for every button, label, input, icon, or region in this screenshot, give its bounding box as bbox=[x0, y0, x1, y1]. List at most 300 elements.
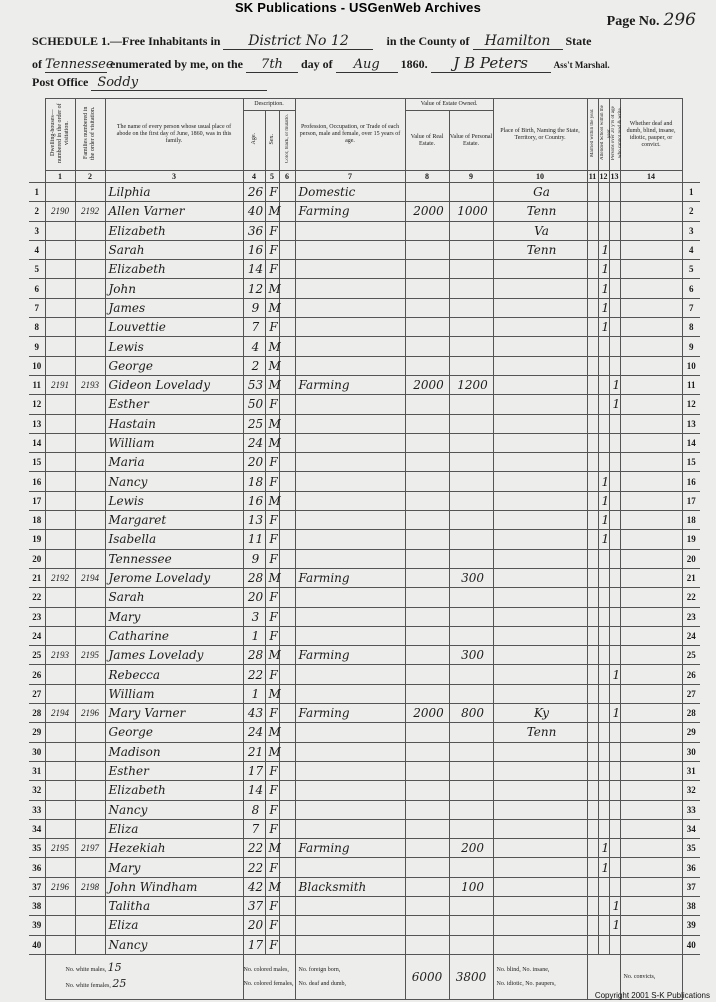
occupation-value bbox=[295, 298, 405, 317]
married-value bbox=[587, 221, 598, 240]
line-number-left: 23 bbox=[29, 607, 45, 626]
table-row bbox=[29, 530, 700, 549]
age-value: 24 bbox=[243, 723, 265, 742]
line-number-left: 4 bbox=[29, 240, 45, 259]
sex-value: F bbox=[265, 781, 279, 800]
infirmity-value bbox=[620, 491, 682, 510]
age-value: 28 bbox=[243, 568, 265, 587]
married-value bbox=[587, 568, 598, 587]
family-number bbox=[75, 260, 105, 279]
occupation-value bbox=[295, 221, 405, 240]
color-value bbox=[279, 839, 295, 858]
illiterate-value: 1 bbox=[609, 665, 620, 684]
table-row bbox=[29, 607, 700, 626]
table-row bbox=[29, 511, 700, 530]
occupation-value bbox=[295, 819, 405, 838]
sex-value: F bbox=[265, 896, 279, 915]
table-row bbox=[29, 568, 700, 587]
family-number bbox=[75, 298, 105, 317]
dwelling-number bbox=[45, 665, 75, 684]
age-value: 17 bbox=[243, 935, 265, 954]
infirmity-value bbox=[620, 877, 682, 896]
sex-value: M bbox=[265, 839, 279, 858]
description-header: Description. bbox=[243, 99, 295, 111]
line-number-left: 6 bbox=[29, 279, 45, 298]
col-school-header: Attended School within the year. bbox=[598, 99, 609, 171]
table-row bbox=[29, 356, 700, 375]
birthplace-value: Tenn bbox=[493, 202, 587, 221]
personal-estate-value bbox=[449, 433, 493, 452]
family-number: 2195 bbox=[75, 646, 105, 665]
personal-estate-value bbox=[449, 684, 493, 703]
personal-estate-value bbox=[449, 916, 493, 935]
line-number-left: 9 bbox=[29, 337, 45, 356]
sex-value: F bbox=[265, 704, 279, 723]
line-number-left: 34 bbox=[29, 819, 45, 838]
person-name: Jerome Lovelady bbox=[105, 568, 243, 587]
line-number-right: 3 bbox=[682, 221, 700, 240]
color-value bbox=[279, 626, 295, 645]
line-number-left: 29 bbox=[29, 723, 45, 742]
illiterate-value bbox=[609, 781, 620, 800]
family-number bbox=[75, 588, 105, 607]
age-value: 1 bbox=[243, 626, 265, 645]
dwelling-number: 2190 bbox=[45, 202, 75, 221]
family-number bbox=[75, 858, 105, 877]
sex-value: M bbox=[265, 491, 279, 510]
color-value bbox=[279, 453, 295, 472]
school-value bbox=[598, 935, 609, 954]
color-value bbox=[279, 221, 295, 240]
school-value: 1 bbox=[598, 318, 609, 337]
dwelling-number: 2193 bbox=[45, 646, 75, 665]
table-row bbox=[29, 684, 700, 703]
color-value bbox=[279, 665, 295, 684]
line-number-left: 37 bbox=[29, 877, 45, 896]
personal-estate-value bbox=[449, 896, 493, 915]
infirmity-value bbox=[620, 298, 682, 317]
school-value bbox=[598, 202, 609, 221]
sex-value: F bbox=[265, 858, 279, 877]
illiterate-value bbox=[609, 279, 620, 298]
birthplace-value bbox=[493, 414, 587, 433]
illiterate-value bbox=[609, 684, 620, 703]
birthplace-value bbox=[493, 356, 587, 375]
married-value bbox=[587, 491, 598, 510]
married-value bbox=[587, 761, 598, 780]
personal-estate-value: 100 bbox=[449, 877, 493, 896]
dwelling-number bbox=[45, 626, 75, 645]
family-number bbox=[75, 337, 105, 356]
illiterate-value bbox=[609, 414, 620, 433]
line-number-right: 28 bbox=[682, 704, 700, 723]
table-row bbox=[29, 916, 700, 935]
school-value bbox=[598, 665, 609, 684]
line-number-right: 40 bbox=[682, 935, 700, 954]
birthplace-value bbox=[493, 318, 587, 337]
real-estate-value bbox=[405, 839, 449, 858]
school-value bbox=[598, 588, 609, 607]
infirmity-value bbox=[620, 375, 682, 394]
post-office-value: Soddy bbox=[91, 75, 267, 91]
dwelling-number bbox=[45, 221, 75, 240]
married-value bbox=[587, 896, 598, 915]
person-name: Lewis bbox=[105, 491, 243, 510]
age-value: 20 bbox=[243, 588, 265, 607]
dwelling-number bbox=[45, 183, 75, 202]
person-name: Nancy bbox=[105, 935, 243, 954]
line-number-right: 12 bbox=[682, 395, 700, 414]
person-name: Tennessee bbox=[105, 549, 243, 568]
illiterate-value bbox=[609, 453, 620, 472]
line-number-right: 21 bbox=[682, 568, 700, 587]
table-row bbox=[29, 588, 700, 607]
real-estate-value bbox=[405, 433, 449, 452]
sex-value: M bbox=[265, 723, 279, 742]
family-number bbox=[75, 395, 105, 414]
birthplace-value bbox=[493, 626, 587, 645]
line-number-right: 29 bbox=[682, 723, 700, 742]
line-number-right: 4 bbox=[682, 240, 700, 259]
color-value bbox=[279, 723, 295, 742]
married-value bbox=[587, 800, 598, 819]
infirmity-value bbox=[620, 588, 682, 607]
line-number-left: 20 bbox=[29, 549, 45, 568]
personal-estate-value bbox=[449, 511, 493, 530]
person-name: William bbox=[105, 684, 243, 703]
color-value bbox=[279, 356, 295, 375]
line-number-left: 11 bbox=[29, 375, 45, 394]
school-value bbox=[598, 896, 609, 915]
school-value: 1 bbox=[598, 839, 609, 858]
real-estate-value bbox=[405, 877, 449, 896]
color-value bbox=[279, 318, 295, 337]
married-value bbox=[587, 935, 598, 954]
line-number-right: 36 bbox=[682, 858, 700, 877]
real-estate-value bbox=[405, 453, 449, 472]
line-number-right: 18 bbox=[682, 511, 700, 530]
color-value bbox=[279, 800, 295, 819]
column-numbers: 1 2 3 4 5 6 7 8 9 10 11 12 13 14 bbox=[29, 171, 700, 183]
person-name: Elizabeth bbox=[105, 781, 243, 800]
age-value: 40 bbox=[243, 202, 265, 221]
infirmity-value bbox=[620, 935, 682, 954]
person-name: Madison bbox=[105, 742, 243, 761]
occupation-value bbox=[295, 761, 405, 780]
family-number: 2197 bbox=[75, 839, 105, 858]
school-value: 1 bbox=[598, 240, 609, 259]
color-value bbox=[279, 260, 295, 279]
person-name: James bbox=[105, 298, 243, 317]
personal-estate-value bbox=[449, 588, 493, 607]
age-value: 28 bbox=[243, 646, 265, 665]
age-value: 18 bbox=[243, 472, 265, 491]
real-estate-value: 2000 bbox=[405, 375, 449, 394]
infirmity-value bbox=[620, 279, 682, 298]
infirmity-value bbox=[620, 704, 682, 723]
personal-estate-value bbox=[449, 665, 493, 684]
married-value bbox=[587, 877, 598, 896]
summary-footer: No. white males, 15 No. white females, 25 No. colored males, No. colored females, No. foreign born, No. deaf and dumb, 6000 3800 No. blind, No. insane, No. idiotic, No. paupers, No. convicts, bbox=[29, 954, 700, 999]
birthplace-value: Va bbox=[493, 221, 587, 240]
line-number-right: 13 bbox=[682, 414, 700, 433]
married-value bbox=[587, 646, 598, 665]
dwelling-number bbox=[45, 607, 75, 626]
person-name: Eliza bbox=[105, 819, 243, 838]
dwelling-number bbox=[45, 684, 75, 703]
family-number bbox=[75, 607, 105, 626]
table-row bbox=[29, 414, 700, 433]
dwelling-number bbox=[45, 549, 75, 568]
sex-value: F bbox=[265, 530, 279, 549]
age-value: 37 bbox=[243, 896, 265, 915]
occupation-value bbox=[295, 723, 405, 742]
family-number bbox=[75, 453, 105, 472]
infirmity-value bbox=[620, 318, 682, 337]
personal-estate-value bbox=[449, 318, 493, 337]
age-value: 7 bbox=[243, 819, 265, 838]
person-name: James Lovelady bbox=[105, 646, 243, 665]
age-value: 14 bbox=[243, 781, 265, 800]
occupation-value: Blacksmith bbox=[295, 877, 405, 896]
color-value bbox=[279, 858, 295, 877]
real-estate-value bbox=[405, 549, 449, 568]
occupation-value bbox=[295, 240, 405, 259]
person-name: Sarah bbox=[105, 240, 243, 259]
illiterate-value bbox=[609, 607, 620, 626]
real-estate-value bbox=[405, 800, 449, 819]
line-number-right: 33 bbox=[682, 800, 700, 819]
sex-value: F bbox=[265, 761, 279, 780]
color-value bbox=[279, 684, 295, 703]
occupation-value bbox=[295, 916, 405, 935]
line-number-right: 22 bbox=[682, 588, 700, 607]
line-number-right: 32 bbox=[682, 781, 700, 800]
sex-value: F bbox=[265, 800, 279, 819]
age-value: 16 bbox=[243, 491, 265, 510]
line-number-left: 28 bbox=[29, 704, 45, 723]
infirmity-value bbox=[620, 511, 682, 530]
birthplace-value bbox=[493, 607, 587, 626]
dwelling-number bbox=[45, 742, 75, 761]
line-number-right: 11 bbox=[682, 375, 700, 394]
school-value: 1 bbox=[598, 472, 609, 491]
occupation-value bbox=[295, 588, 405, 607]
table-row bbox=[29, 298, 700, 317]
person-name: Allen Varner bbox=[105, 202, 243, 221]
birthplace-value: Tenn bbox=[493, 240, 587, 259]
real-estate-value bbox=[405, 742, 449, 761]
school-value bbox=[598, 761, 609, 780]
real-estate-value bbox=[405, 491, 449, 510]
person-name: Maria bbox=[105, 453, 243, 472]
birthplace-value: Tenn bbox=[493, 723, 587, 742]
enumeration-line: of Tennessee enumerated by me, on the 7th day of Aug 1860. J B Peters Ass't Marshal. bbox=[32, 54, 610, 72]
color-value bbox=[279, 337, 295, 356]
sex-value: F bbox=[265, 588, 279, 607]
sex-value: M bbox=[265, 337, 279, 356]
married-value bbox=[587, 414, 598, 433]
school-value: 1 bbox=[598, 858, 609, 877]
personal-estate-value bbox=[449, 723, 493, 742]
age-value: 26 bbox=[243, 183, 265, 202]
line-number-right: 14 bbox=[682, 433, 700, 452]
real-estate-value bbox=[405, 298, 449, 317]
birthplace-value bbox=[493, 761, 587, 780]
illiterate-value: 1 bbox=[609, 916, 620, 935]
infirmity-value bbox=[620, 472, 682, 491]
person-name: Talitha bbox=[105, 896, 243, 915]
color-value bbox=[279, 916, 295, 935]
family-number: 2192 bbox=[75, 202, 105, 221]
dwelling-number bbox=[45, 723, 75, 742]
birthplace-value bbox=[493, 684, 587, 703]
sex-value: M bbox=[265, 742, 279, 761]
personal-estate-value bbox=[449, 858, 493, 877]
married-value bbox=[587, 511, 598, 530]
real-estate-value bbox=[405, 221, 449, 240]
sex-value: M bbox=[265, 877, 279, 896]
personal-estate-value: 1000 bbox=[449, 202, 493, 221]
illiterate-value bbox=[609, 472, 620, 491]
table-row bbox=[29, 896, 700, 915]
birthplace-value bbox=[493, 839, 587, 858]
illiterate-value bbox=[609, 877, 620, 896]
occupation-value: Farming bbox=[295, 646, 405, 665]
illiterate-value: 1 bbox=[609, 375, 620, 394]
real-estate-value bbox=[405, 646, 449, 665]
occupation-value: Farming bbox=[295, 839, 405, 858]
age-value: 25 bbox=[243, 414, 265, 433]
illiterate-value bbox=[609, 588, 620, 607]
infirmity-value bbox=[620, 684, 682, 703]
age-value: 36 bbox=[243, 221, 265, 240]
dwelling-number bbox=[45, 800, 75, 819]
personal-estate-value: 300 bbox=[449, 646, 493, 665]
occupation-value bbox=[295, 279, 405, 298]
line-number-right: 34 bbox=[682, 819, 700, 838]
line-number-left: 5 bbox=[29, 260, 45, 279]
line-number-left: 3 bbox=[29, 221, 45, 240]
personal-estate-value bbox=[449, 626, 493, 645]
sex-value: F bbox=[265, 665, 279, 684]
married-value bbox=[587, 240, 598, 259]
line-number-left: 38 bbox=[29, 896, 45, 915]
sex-value: F bbox=[265, 221, 279, 240]
married-value bbox=[587, 298, 598, 317]
sex-value: F bbox=[265, 260, 279, 279]
family-number bbox=[75, 935, 105, 954]
table-row bbox=[29, 742, 700, 761]
copyright-notice: Copyright 2001 S-K Publications bbox=[594, 991, 710, 1000]
color-value bbox=[279, 530, 295, 549]
school-value bbox=[598, 781, 609, 800]
person-name: Esther bbox=[105, 761, 243, 780]
illiterate-value bbox=[609, 337, 620, 356]
family-number bbox=[75, 761, 105, 780]
infirmity-value bbox=[620, 665, 682, 684]
person-name: Elizabeth bbox=[105, 260, 243, 279]
real-estate-value bbox=[405, 279, 449, 298]
line-number-right: 39 bbox=[682, 916, 700, 935]
table-row bbox=[29, 260, 700, 279]
school-value bbox=[598, 453, 609, 472]
personal-estate-value bbox=[449, 472, 493, 491]
personal-estate-value bbox=[449, 337, 493, 356]
age-value: 21 bbox=[243, 742, 265, 761]
personal-estate-value bbox=[449, 781, 493, 800]
illiterate-value bbox=[609, 318, 620, 337]
table-row bbox=[29, 279, 700, 298]
line-number-left: 18 bbox=[29, 511, 45, 530]
family-number bbox=[75, 433, 105, 452]
dwelling-number bbox=[45, 260, 75, 279]
table-row bbox=[29, 877, 700, 896]
real-estate-value bbox=[405, 414, 449, 433]
line-number-left: 22 bbox=[29, 588, 45, 607]
married-value bbox=[587, 742, 598, 761]
col-name-header: The name of every person whose usual place of abode on the first day of June, 1860, was in this family. bbox=[105, 99, 243, 171]
birthplace-value bbox=[493, 588, 587, 607]
age-value: 22 bbox=[243, 858, 265, 877]
sex-value: F bbox=[265, 183, 279, 202]
family-number bbox=[75, 800, 105, 819]
color-value bbox=[279, 568, 295, 587]
color-value bbox=[279, 607, 295, 626]
married-value bbox=[587, 858, 598, 877]
real-estate-value bbox=[405, 260, 449, 279]
line-number-left: 17 bbox=[29, 491, 45, 510]
page-number: Page No. 296 bbox=[606, 10, 696, 30]
personal-estate-value: 300 bbox=[449, 568, 493, 587]
birthplace-value bbox=[493, 665, 587, 684]
line-number-left: 31 bbox=[29, 761, 45, 780]
line-number-left: 1 bbox=[29, 183, 45, 202]
table-row bbox=[29, 781, 700, 800]
occupation-value: Farming bbox=[295, 568, 405, 587]
family-number bbox=[75, 916, 105, 935]
table-row bbox=[29, 221, 700, 240]
real-estate-value bbox=[405, 240, 449, 259]
personal-estate-value: 200 bbox=[449, 839, 493, 858]
occupation-value bbox=[295, 356, 405, 375]
birthplace-value: Ky bbox=[493, 704, 587, 723]
infirmity-value bbox=[620, 183, 682, 202]
table-row bbox=[29, 240, 700, 259]
age-value: 9 bbox=[243, 298, 265, 317]
occupation-value bbox=[295, 453, 405, 472]
line-number-right: 5 bbox=[682, 260, 700, 279]
school-value bbox=[598, 800, 609, 819]
sex-value: M bbox=[265, 433, 279, 452]
married-value bbox=[587, 549, 598, 568]
illiterate-value bbox=[609, 626, 620, 645]
age-value: 8 bbox=[243, 800, 265, 819]
line-number-right: 24 bbox=[682, 626, 700, 645]
person-name: Mary bbox=[105, 607, 243, 626]
birthplace-value bbox=[493, 260, 587, 279]
personal-estate-value bbox=[449, 240, 493, 259]
personal-estate-value bbox=[449, 395, 493, 414]
illiterate-value bbox=[609, 260, 620, 279]
family-number: 2196 bbox=[75, 704, 105, 723]
school-value: 1 bbox=[598, 279, 609, 298]
school-value bbox=[598, 742, 609, 761]
family-number bbox=[75, 279, 105, 298]
age-value: 2 bbox=[243, 356, 265, 375]
school-value bbox=[598, 819, 609, 838]
person-name: Mary Varner bbox=[105, 704, 243, 723]
